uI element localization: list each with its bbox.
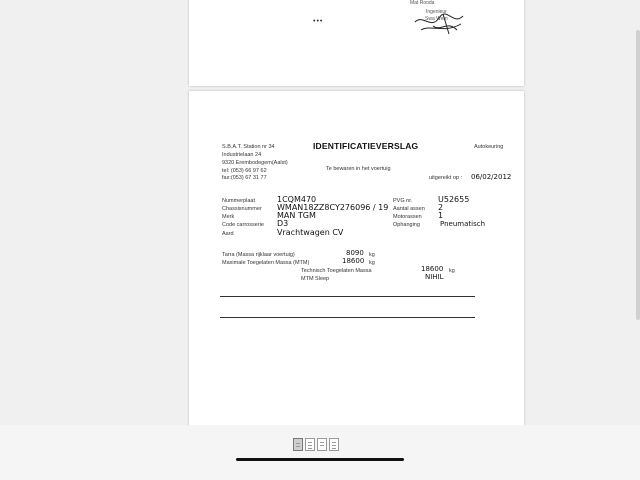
signature-scribble-icon — [413, 10, 473, 36]
type-value: Vrachtwagen CV — [277, 228, 344, 237]
signature-line: Swa Wem — [425, 16, 448, 22]
brand-value: MAN TGM — [277, 211, 316, 220]
mtm-label: Maximale Toegelaten Massa (MTM) — [222, 260, 310, 266]
home-indicator[interactable] — [236, 458, 404, 461]
document-title: IDENTIFICATIEVERSLAG — [313, 141, 419, 151]
tarra-unit: kg — [369, 252, 375, 258]
axles-value: 2 — [438, 203, 444, 212]
suspension-label: Ophanging — [393, 222, 420, 228]
divider-line — [220, 317, 475, 318]
document-category: Autokeuring — [474, 144, 504, 150]
page-thumbnail[interactable] — [317, 438, 327, 451]
divider-line — [220, 296, 475, 297]
fax-number: fax:(053) 67 31 77 — [222, 175, 267, 181]
technical-mass-label: Technisch Toegelaten Massa — [301, 268, 372, 274]
signature-line: Ingenieur — [426, 9, 447, 15]
motor-axles-value: 1 — [438, 211, 444, 220]
plate-value: 1CQM470 — [277, 195, 317, 204]
issued-date: 06/02/2012 — [471, 173, 512, 181]
body-code-value: D3 — [277, 219, 289, 228]
issued-label: uitgereikt op : — [429, 175, 463, 181]
page-thumbnails — [293, 438, 339, 451]
chassis-label: Chassisnummer — [222, 206, 262, 212]
mtm-value: 18600 — [342, 257, 365, 265]
body-code-label: Code carrosserie — [222, 222, 264, 228]
address-street: Industrielaan 24 — [222, 152, 262, 158]
tarra-label: Tarra (Massa rijklaar voertuig) — [222, 252, 295, 258]
technical-mass-unit: kg — [449, 268, 455, 274]
technical-mass-value: 18600 — [421, 265, 444, 273]
bottom-toolbar — [0, 425, 640, 480]
plate-label: Nummerplaat — [222, 198, 256, 204]
type-label: Aard — [222, 231, 234, 237]
suspension-value: Pneumatisch — [440, 220, 486, 228]
tarra-value: 8090 — [346, 249, 364, 257]
org-name: S.B.A.T. Station nr 34 — [222, 144, 275, 150]
page-thumbnail[interactable] — [329, 438, 339, 451]
trailer-mass-value: NIHIL — [425, 273, 444, 281]
identification-report-page — [189, 91, 524, 425]
document-subtitle: Te bewaren in het voertuig — [326, 166, 391, 172]
axles-label: Aantal assen — [393, 206, 425, 212]
pvg-label: PVG nr. — [393, 198, 413, 204]
previous-page — [189, 0, 524, 86]
phone-number: tel: (053) 66 97 62 — [222, 168, 267, 174]
motor-axles-label: Motorassen — [393, 214, 422, 220]
chassis-value: WMAN18ZZ8CY276096 / 19 — [277, 203, 389, 212]
page-marker-dots: ••• — [313, 18, 324, 25]
mtm-unit: kg — [369, 260, 375, 266]
page-thumbnail[interactable] — [305, 438, 315, 451]
brand-label: Merk — [222, 214, 235, 220]
trailer-mass-label: MTM Sleep — [301, 276, 330, 282]
vertical-scrollbar[interactable] — [636, 30, 640, 320]
page-thumbnail[interactable] — [293, 438, 303, 451]
pvg-value: U52655 — [438, 195, 470, 204]
address-city: 9320 Erembodegem(Aalst) — [222, 160, 288, 166]
signature-line: Mat Rooda — [410, 0, 435, 6]
